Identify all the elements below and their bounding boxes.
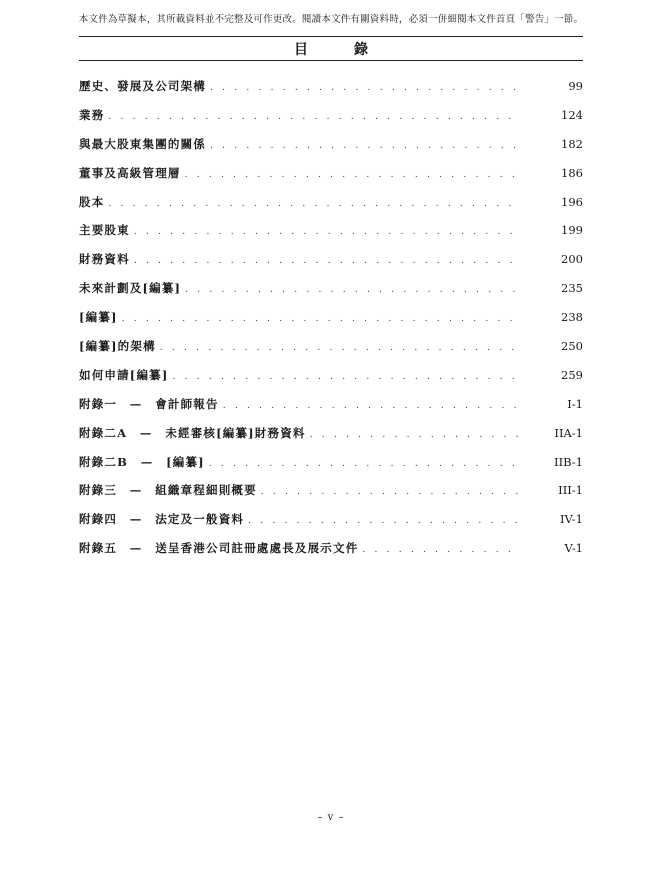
toc-entry-label: 業務 [79,107,105,122]
toc-entry-label: 附錄一 — 會計師報告 [79,396,219,411]
toc-entry[interactable] [79,338,583,367]
dot-leader [172,372,519,382]
toc-entry-label: 如何申請[編纂] [79,367,169,382]
dot-leader [160,343,519,353]
toc-entry-label: 附錄二B — [編纂] [79,454,205,469]
toc-entry-page: 235 [561,281,583,296]
toc-entry-label: 主要股東 [79,223,130,238]
dot-leader [210,83,519,93]
toc-entry-label: 附錄五 — 送呈香港公司註冊處處長及展示文件 [79,541,359,556]
dot-leader [210,141,519,151]
toc-entry-label: [編纂] [79,310,118,325]
dot-leader [209,459,519,469]
toc-entry-page: IV-1 [560,512,583,527]
toc-entry-page: 99 [568,79,583,93]
toc-entry[interactable] [79,194,583,223]
dot-leader [134,227,519,237]
toc-entry-label: 未來計劃及[編纂] [79,281,182,296]
toc-entry[interactable] [79,396,583,425]
toc-entry-page: 182 [561,136,583,151]
toc-entry-page: 200 [561,252,583,267]
toc-entry[interactable] [79,511,583,540]
dot-leader [261,487,519,497]
toc-entry-page: III-1 [558,483,583,498]
page-number-footer: – v – [317,812,345,823]
toc-entry-label: 歷史、發展及公司架構 [79,79,206,93]
toc-entry-page: 186 [561,165,583,180]
page-title: 目 錄 [294,42,384,58]
toc-entry[interactable] [79,540,583,569]
toc-entry[interactable] [79,251,583,280]
toc-entry[interactable] [79,222,583,251]
toc-entry-label: 董事及高級管理層 [79,165,181,180]
title-top-rule [79,36,583,37]
toc-entry-label: 附錄三 — 組織章程細則概要 [79,483,257,498]
toc-entry-page: 250 [561,339,583,354]
toc-entry[interactable] [79,482,583,511]
toc-entry-label: 財務資料 [79,252,130,267]
dot-leader [223,401,519,411]
toc-entry[interactable] [79,136,583,165]
toc-entry[interactable] [79,454,583,483]
toc-entry-page: 238 [561,310,583,325]
toc-entry[interactable] [79,78,583,107]
dot-leader [108,112,519,122]
toc-entry[interactable] [79,280,583,309]
toc-entry-label: 與最大股東集團的關係 [79,136,206,151]
dot-leader [122,314,519,324]
toc-entry-page: V-1 [564,541,583,556]
dot-leader [108,199,519,209]
toc-entry-page: 196 [561,194,583,209]
dot-leader [362,545,519,555]
draft-disclaimer: 本文件為草擬本，其所載資料並不完整及可作更改。閱讀本文件有關資料時，必須一併細閱本文件首頁「警告」一節。 [78,14,584,25]
dot-leader [248,516,519,526]
toc-entry-label: 股本 [79,194,105,209]
toc-entry[interactable] [79,309,583,338]
toc-entry-page: 199 [561,223,583,238]
toc-entry-page: 259 [561,367,583,382]
dot-leader [310,430,519,440]
toc-entry[interactable] [79,165,583,194]
toc-entry-page: IIB-1 [554,454,583,469]
toc-entry-label: 附錄二A — 未經審核[編纂]財務資料 [79,425,306,440]
dot-leader [185,170,519,180]
toc-entry[interactable] [79,107,583,136]
toc-entry-label: 附錄四 — 法定及一般資料 [79,512,245,527]
table-of-contents [79,78,583,569]
toc-entry-page: I-1 [567,396,583,411]
toc-entry[interactable] [79,425,583,454]
toc-entry-page: IIA-1 [554,425,583,440]
toc-entry-page: 124 [561,107,583,122]
dot-leader [134,256,519,266]
toc-entry[interactable] [79,367,583,396]
title-bottom-rule [79,60,583,61]
toc-entry-label: [編纂]的架構 [79,339,156,354]
dot-leader [185,285,519,295]
